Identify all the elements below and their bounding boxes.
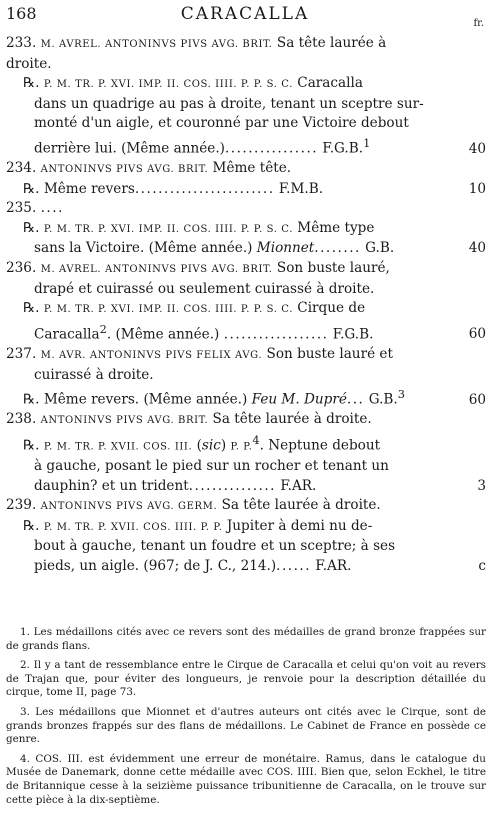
footnote-2: 2. Il y a tant de ressemblance entre le Cirque de Caracalla et celui qu'on voit au revers de Trajan que, pour éviter des longueurs, je renvoie pour la description détaillée du cirque, tome II, page 73.	[6, 659, 486, 699]
entry-235-reverse: ℞. P. M. TR. P. XVI. IMP. II. COS. IIII. P. P. S. C. Même type	[23, 219, 375, 236]
obverse-legend: ANTONINVS PIVS AVG. BRIT.	[40, 415, 209, 427]
obverse-legend: ANTONINVS PIVS AVG. GERM.	[40, 501, 218, 513]
collection-code: F.M.B.	[278, 180, 324, 197]
reverse-mark: ℞.	[23, 391, 40, 408]
entry-234-value-row: ℞. Même revers........................ F.M.B. 10	[6, 180, 486, 200]
reverse-mark: ℞.	[23, 437, 40, 454]
footnote-ref: 2	[99, 321, 107, 336]
entry-number: 234.	[6, 160, 37, 177]
entry-239-value-row: pieds, un aigle. (967; de J. C., 214.)...... F.AR. c	[6, 557, 486, 577]
footnote-ref: 1	[363, 135, 371, 150]
footnote-1: 1. Les médaillons cités avec ce revers sont des médailles de grand bronze frappées sur de grands flans.	[6, 626, 486, 652]
reverse-legend: P. M. TR. P. XVII. COS. IIII. P. P.	[43, 521, 223, 533]
catalogue-body	[6, 34, 486, 577]
entry-value: 60	[468, 391, 486, 408]
collection-code: G.B.	[368, 391, 398, 408]
reverse-mark: ℞.	[23, 300, 40, 317]
collection-code: F.G.B.	[332, 326, 374, 343]
entry-value: c	[478, 557, 486, 574]
entry-237-value-row: ℞. Même revers. (Même année.) Feu M. Dupré... G.B.$^3$ 60	[6, 385, 486, 410]
page-title: CARACALLA	[180, 4, 310, 24]
entry-233-obverse-cont: droite.	[6, 55, 52, 72]
collection-code: F.AR.	[315, 557, 352, 574]
obverse-legend: M. AVREL. ANTONINVS PIVS AVG. BRIT.	[40, 39, 273, 50]
entry-237-obverse-cont: cuirassé à droite.	[34, 366, 154, 383]
reverse-mark: ℞.	[23, 75, 40, 92]
footnote-3: 3. Les médaillons que Mionnet et d'autres auteurs ont cités avec le Cirque, sont de grands bronzes frappés sur des flans de médaillons. Le Cabinet de France en possède ce genre.	[6, 705, 486, 746]
entry-value: 3	[477, 477, 486, 494]
footnotes	[6, 626, 486, 813]
entry-number: 235.	[6, 200, 37, 217]
reverse-legend: P. M. TR. P. XVI. IMP. II. COS. IIII. P. P. S. C.	[43, 223, 293, 235]
entry-233-reverse-cont: dans un quadrige au pas à droite, tenant un sceptre sur-	[34, 95, 424, 112]
footnote-ref: 3	[397, 387, 405, 402]
reverse-mark: ℞.	[23, 180, 40, 197]
entry-237-obverse: 237. M. AVR. ANTONINVS PIVS FELIX AVG. Son buste lauré et	[6, 345, 393, 362]
entry-number: 239.	[6, 497, 37, 514]
obverse-description: Sa tête laurée à	[272, 35, 387, 51]
entry-number: 238.	[6, 411, 37, 428]
reverse-mark: ℞.	[23, 219, 40, 236]
entry-238-value-row: dauphin? et un trident............... F.AR. 3	[6, 477, 486, 497]
entry-236-reverse: ℞. P. M. TR. P. XVI. IMP. II. COS. IIII. P. P. S. C. Cirque de	[23, 300, 366, 317]
reverse-legend: P. M. TR. P. XVI. IMP. II. COS. IIII. P. P. S. C.	[43, 304, 293, 316]
collection-code: F.G.B.	[322, 140, 364, 157]
entry-236-obverse: 236. M. AVREL. ANTONINVS PIVS AVG. BRIT. Son buste lauré,	[6, 260, 390, 277]
entry-value: 60	[468, 326, 486, 343]
entry-238-obverse: 238. ANTONINVS PIVS AVG. BRIT. Sa tête laurée à droite.	[6, 411, 372, 428]
entry-239-reverse-cont: bout à gauche, tenant un foudre et un sceptre; à ses	[34, 538, 396, 555]
entry-234-obverse: 234. ANTONINVS PIVS AVG. BRIT. Même tête.	[6, 160, 292, 177]
entry-value: 40	[468, 240, 486, 257]
entry-238-reverse: ℞. P. M. TR. P. XVII. COS. III. (sic) P. P.$^4$. Neptune debout	[23, 432, 381, 454]
entry-236-obverse-cont: drapé et cuirassé ou seulement cuirassé à droite.	[34, 280, 375, 297]
entry-233-reverse-cont: monté d'un aigle, et couronné par une Victoire debout	[34, 115, 409, 132]
collection-code: G.B.	[365, 240, 395, 257]
obverse-legend: ANTONINVS PIVS AVG. BRIT.	[40, 164, 209, 176]
footnote-ref: 4	[252, 432, 260, 447]
entry-number: 236.	[6, 260, 37, 277]
entry-233-reverse: ℞. P. M. TR. P. XVI. IMP. II. COS. IIII. P. P. S. C. Caracalla	[23, 75, 363, 92]
entry-number: 237.	[6, 345, 37, 362]
obverse-legend: M. AVREL. ANTONINVS PIVS AVG. BRIT.	[40, 264, 273, 276]
reverse-legend: P. M. TR. P. XVI. IMP. II. COS. IIII. P. P. S. C.	[43, 79, 293, 91]
obverse-legend: M. AVR. ANTONINVS PIVS FELIX AVG.	[40, 349, 263, 361]
entry-239-reverse: ℞. P. M. TR. P. XVII. COS. IIII. P. P. Jupiter à demi nu de-	[23, 517, 373, 534]
running-header	[6, 4, 484, 30]
value-unit: fr.	[473, 18, 484, 29]
collection-code: F.AR.	[280, 477, 317, 494]
entry-236-value-row: Caracalla$^2$. (Même année.) .................. F.G.B. 60	[6, 320, 486, 345]
entry-238-reverse-cont: à gauche, posant le pied sur un rocher et tenant un	[34, 458, 389, 474]
footnote-4: 4. COS. III. est évidemment une erreur de monétaire. Ramus, dans le catalogue du Musée de Danemark, donne cette médaille avec COS. IIII. Bien que, selon Eckhel, le titre de Britannique cesse à la seizième puissance tribunitienne de Caracalla, on le trouve sur cette pièce à la dix-septième.	[6, 752, 486, 806]
entry-235-value-row: sans la Victoire. (Même année.) Mionnet........ G.B. 40	[6, 239, 486, 259]
entry-239-obverse: 239. ANTONINVS PIVS AVG. GERM. Sa tête laurée à droite.	[6, 497, 381, 514]
entry-235-obverse: 235. ....	[6, 200, 64, 217]
page-number: 168	[6, 4, 37, 23]
entry-number: 233.	[6, 35, 37, 51]
reverse-legend: P. M. TR. P. XVII. COS. III.	[43, 441, 193, 453]
entry-value: 10	[468, 180, 486, 197]
reverse-mark: ℞.	[23, 517, 40, 534]
source-name: Feu M. Dupré	[251, 391, 347, 408]
entry-233-obverse	[6, 34, 486, 55]
entry-value: 40	[468, 140, 486, 157]
entry-233-value-row: derrière lui. (Même année.)................ F.G.B.$^1$ 40	[6, 134, 486, 159]
source-name: Mionnet	[256, 240, 315, 257]
